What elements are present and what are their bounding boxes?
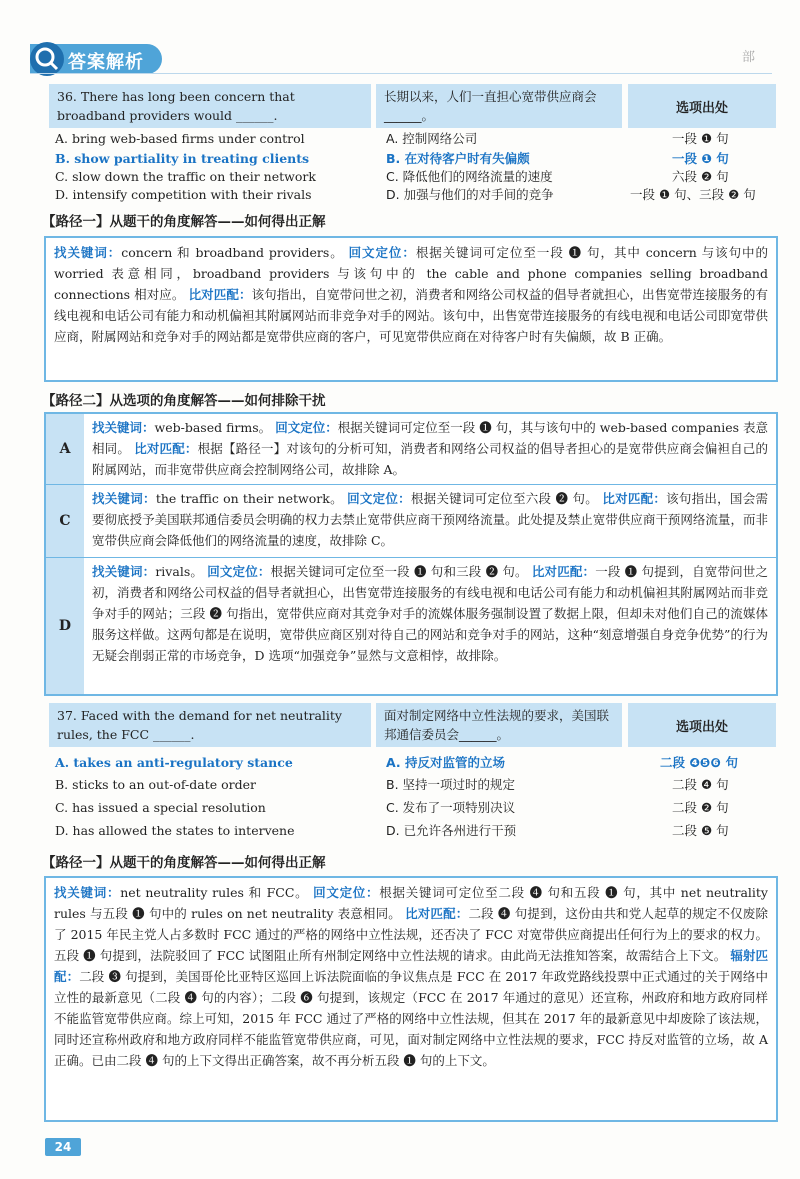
q37-option-d-src: 二段 ❺ 句 (672, 823, 729, 838)
q37-option-d-cn: D. 已允许各州进行干预 (386, 823, 517, 838)
kw-match: 比对匹配： (188, 287, 252, 302)
q37-option-b-cn: B. 坚持一项过时的规定 (386, 777, 516, 792)
kw-find-text: net neutrality rules 和 FCC。 (120, 885, 309, 900)
kw-match-text: 二段 ❹ 句提到，这份由共和党人起草的规定不仅废除了 2015 年民主党人占多数时 FCC 通过的严格的网络中立性法规，还否决了 FCC 对宽带供应商提出任何行为上的要求的权力。五段 ❶ 句提到，法院驳回了 FCC 试图阻止所有州制定网络中立性法规的请求。由此尚无法推知答案，故需结合上下文。 (54, 906, 768, 963)
q37-option-a-src: 二段 ❹❺❻ 句 (660, 755, 738, 770)
kw-match-text: 根据【路径一】对该句的分析可知，消费者和网络公司权益的倡导者担心的是宽带供应商会偏袒自己的附属网站，而非宽带供应商会控制网络公司，故排除 A。 (92, 441, 768, 477)
kw-match-text: 该句指出，国会需要彻底授予美国联邦通信委员会明确的权力去禁止宽带供应商干预网络流量。此处提及禁止宽带供应商干预网络流量，而非宽带供应商会降低他们的网络流量的速度，故排除 C。 (92, 491, 768, 548)
q36-stem-cn: 长期以来，人们一直担心宽带供应商会______。 (376, 84, 622, 128)
kw-match-text: 一段 ❶ 句提到，自宽带问世之初，消费者和网络公司权益的倡导者就担心，出售宽带连接服务的有线电视和电话公司有能力和动机偏袒其附属网站而非竞争对手的网站；三段 ❷ 句指出，宽带供应商对其竞争对手的流媒体服务强制设置了数据上限，但却未对他们自己的流媒体服务这样做。这两句都是在说明，宽带供应商区别对待自己的网站和竞争对手的网站，这种“刻意增强自身竞争优势”的行为无疑会削弱正常的市场竞争，D 选项“加强竞争”显然与文意相悖，故排除。 (92, 564, 768, 663)
kw-match-text: 该句指出，自宽带问世之初，消费者和网络公司权益的倡导者就担心，出售宽带连接服务的有线电视和电话公司有能力和动机偏袒其附属网站而非竞争对手的网站。该句中，出售宽带连接服务的有线电视和电话公司即宽带供应商，附属网站和竞争对手的网站都是宽带供应商的客户，可见宽带供应商在对待客户时有失偏颇，故 B 正确。 (54, 287, 768, 344)
row-text (84, 414, 776, 484)
q37-option-c: C. has issued a special resolution (55, 800, 266, 815)
q36-option-d-src: 一段 ❶ 句、三段 ❷ 句 (630, 187, 756, 202)
kw-find: 找关键词： (54, 885, 121, 900)
q37-option-a: A. takes an anti-regulatory stance (55, 755, 293, 770)
row-text (84, 485, 776, 557)
q37-path1-box (44, 876, 778, 1122)
q37-stem: 37. Faced with the demand for net neutrality rules, the FCC ______. (49, 703, 371, 747)
q36-option-c: C. slow down the traffic on their network (55, 169, 316, 184)
page-number: 24 (45, 1138, 81, 1156)
q37-source-header: 选项出处 (628, 703, 776, 747)
row-label: A (46, 414, 84, 484)
q37-option-b-src: 二段 ❹ 句 (672, 777, 729, 792)
q36-path1-box (44, 236, 778, 382)
q36-option-c-src: 六段 ❷ 句 (672, 169, 729, 184)
corner-mark: 部 (742, 50, 756, 65)
q37-option-c-src: 二段 ❷ 句 (672, 800, 729, 815)
kw-locate: 回文定位： (313, 885, 380, 900)
q36-option-b-cn: B. 在对待客户时有失偏颇 (386, 151, 530, 166)
row-label: C (46, 485, 84, 557)
q36-option-d: D. intensify competition with their rivals (55, 187, 312, 202)
section-title: 答案解析 (68, 52, 144, 73)
q37-path1-heading: 【路径一】从题干的角度解答——如何得出正解 (42, 855, 326, 871)
kw-radiate: 辐射匹配： (54, 948, 768, 984)
kw-match: 比对匹配： (405, 906, 469, 921)
q36-option-d-cn: D. 加强与他们的对手间的竞争 (386, 187, 554, 202)
kw-radiate-text: 二段 ❸ 句提到，美国哥伦比亚特区巡回上诉法院面临的争议焦点是 FCC 在 2017 年政党路线投票中正式通过的关于网络中立性的最新意见（二段 ❹ 句的内容）；二段 ❻ 句提到，该规定（FCC 在 2017 年通过的意见）还宣称，州政府和地方政府同样不能监管宽带供应商。综上可知，2015 年 FCC 通过了严格的网络中立性法规，但其在 2017 年的最新意见中却废除了该法规，同时还宣称州政府和地方政府同样不能监管宽带供应商，可见，面对制定网络中立性法规的要求，FCC 持反对监管的立场，故 A 正确。已由二段 ❹ 句的上下文得出正确答案，故不再分析五段 ❶ 句的上下文。 (54, 969, 768, 1068)
q37-option-b: B. sticks to an out-of-date order (55, 777, 257, 792)
q36-path2-heading: 【路径二】从选项的角度解答——如何排除干扰 (42, 393, 326, 409)
kw-find-text: rivals。 (155, 564, 204, 579)
kw-locate: 回文定位： (207, 564, 271, 579)
q37-option-d: D. has allowed the states to intervene (55, 823, 295, 838)
q37-option-a-cn: A. 持反对监管的立场 (386, 755, 506, 770)
q36-path2-row-c (46, 485, 776, 558)
kw-locate: 回文定位： (347, 491, 411, 506)
q36-path2-row-a (46, 414, 776, 485)
q36-option-b: B. show partiality in treating clients (55, 151, 310, 166)
q36-path2-row-d (46, 558, 776, 694)
kw-locate: 回文定位： (275, 420, 338, 435)
kw-match: 比对匹配： (531, 564, 596, 579)
kw-match: 比对匹配： (134, 441, 198, 456)
q36-stem: 36. There has long been concern that broadband providers would ______. (49, 84, 371, 128)
q36-option-a-src: 一段 ❶ 句 (672, 131, 729, 146)
q36-option-a-cn: A. 控制网络公司 (386, 131, 478, 146)
q36-source-header: 选项出处 (628, 84, 776, 128)
q36-path1-heading: 【路径一】从题干的角度解答——如何得出正解 (42, 214, 326, 230)
q37-option-c-cn: C. 发布了一项特别决议 (386, 800, 516, 815)
kw-find-text: web-based firms。 (154, 420, 272, 435)
kw-locate-text: 根据关键词可定位至一段 ❶ 句和三段 ❷ 句。 (270, 564, 528, 579)
search-icon (30, 42, 64, 76)
kw-locate-text: 根据关键词可定位至一段 ❶ 句，其中 concern 与该句中的 worried 表意相同，broadband providers 与该句中的 the cable and phone companies selling broadband connections 相对应。 (54, 245, 768, 302)
kw-find: 找关键词： (54, 245, 122, 260)
q36-path2-table (44, 412, 778, 696)
q36-option-c-cn: C. 降低他们的网络流量的速度 (386, 169, 553, 184)
kw-locate-text: 根据关键词可定位至二段 ❹ 句和五段 ❶ 句，其中 net neutrality rules 与五段 ❶ 句中的 rules on net neutrality 表意相同。 (54, 885, 768, 921)
q36-option-a: A. bring web-based firms under control (55, 131, 305, 146)
kw-find-text: concern 和 broadband providers。 (121, 245, 344, 260)
q37-stem-cn: 面对制定网络中立性法规的要求，美国联邦通信委员会______。 (376, 703, 622, 747)
kw-locate-text: 根据关键词可定位至六段 ❷ 句。 (410, 491, 599, 506)
kw-find: 找关键词： (92, 564, 156, 579)
kw-find: 找关键词： (92, 420, 155, 435)
kw-match: 比对匹配： (602, 491, 667, 506)
row-label: D (46, 558, 84, 694)
header-divider (30, 73, 772, 74)
kw-locate: 回文定位： (348, 245, 416, 260)
q36-option-b-src: 一段 ❶ 句 (672, 151, 729, 166)
kw-find-text: the traffic on their network。 (155, 491, 343, 506)
kw-find: 找关键词： (92, 491, 156, 506)
row-text (84, 558, 776, 694)
kw-locate-text: 根据关键词可定位至一段 ❶ 句，其与该句中的 web-based companies 表意相同。 (92, 420, 768, 456)
